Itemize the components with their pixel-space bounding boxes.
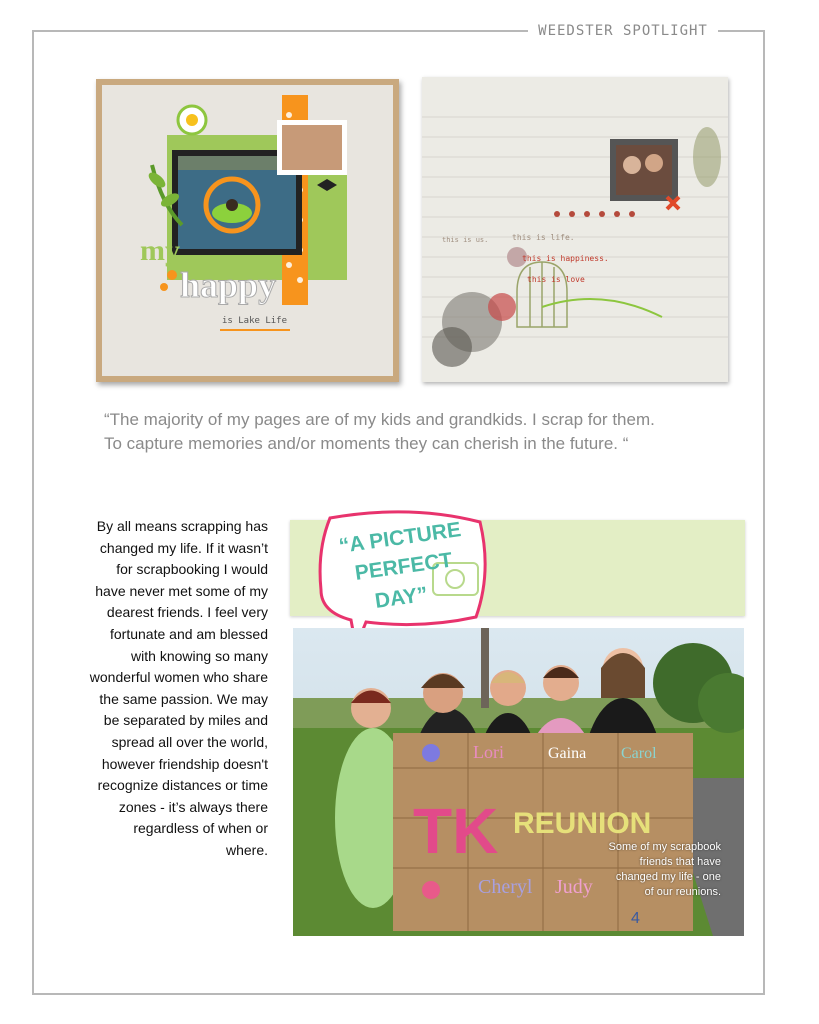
caption-line-1: Some of my scrapbook xyxy=(608,841,721,853)
layout-subtitle: is Lake Life xyxy=(222,316,288,326)
small-photo xyxy=(282,125,342,170)
page-header xyxy=(528,14,718,48)
couple-photo xyxy=(616,145,672,195)
sign-number: 4 xyxy=(631,910,640,927)
banner-line-1: “A PICTURE xyxy=(337,518,463,558)
phrase-life: this is life. xyxy=(512,233,575,242)
couple-layout-art xyxy=(422,77,728,382)
banner-line-2: PERFECT xyxy=(353,548,454,585)
header-title: WEEDSTER SPOTLIGHT xyxy=(538,23,708,39)
layout-title-happy: happy xyxy=(180,265,277,305)
caption-line-2: friends that have xyxy=(639,856,721,868)
pink-flower-icon xyxy=(422,881,440,899)
quote-line-1: “The majority of my pages are of my kids and grandkids. I scrap for them. xyxy=(104,410,655,429)
speech-bubble-title xyxy=(318,508,498,643)
sign-name-1: Lori xyxy=(473,742,504,762)
phrase-us: this is us. xyxy=(442,236,489,244)
flower-icon xyxy=(178,106,206,134)
layout-title-my: my xyxy=(140,234,180,267)
sign-tk: TK xyxy=(413,795,499,867)
sign-reunion: REUNION xyxy=(513,807,652,840)
reunion-sign xyxy=(393,733,693,931)
photo-caption xyxy=(555,840,721,900)
banner-line-3: DAY” xyxy=(373,582,430,613)
scrapbook-layout-couple xyxy=(422,77,728,382)
sign-name-3: Carol xyxy=(621,745,657,762)
scrapbook-layout-lake xyxy=(96,79,399,382)
quote-line-2: To capture memories and/or moments they can cherish in the future. “ xyxy=(104,434,629,453)
star-flower-icon xyxy=(422,744,440,762)
phrase-love: this is love xyxy=(527,275,585,284)
caption-line-3: changed my life - one xyxy=(615,871,721,883)
sign-name-5: Judy xyxy=(555,876,593,898)
phrase-happiness: this is happiness. xyxy=(522,254,609,263)
lake-layout-art xyxy=(102,85,393,376)
sign-name-4: Cheryl xyxy=(478,876,533,898)
body-paragraph: By all means scrapping has changed my life. If it wasn’t for scrapbooking I would have never met some of my dearest friends. I feel very fortunate and am blessed with knowing so many wonderful women who share the same passion. We may be separated by miles and spread all over the world, however friendship doesn't recognize distances or time zones - it’s always there regardless of when or where. xyxy=(89,518,268,858)
sign-name-2: Gaina xyxy=(548,745,587,762)
caption-line-4: of our reunions. xyxy=(644,886,721,898)
pull-quote xyxy=(104,408,744,456)
